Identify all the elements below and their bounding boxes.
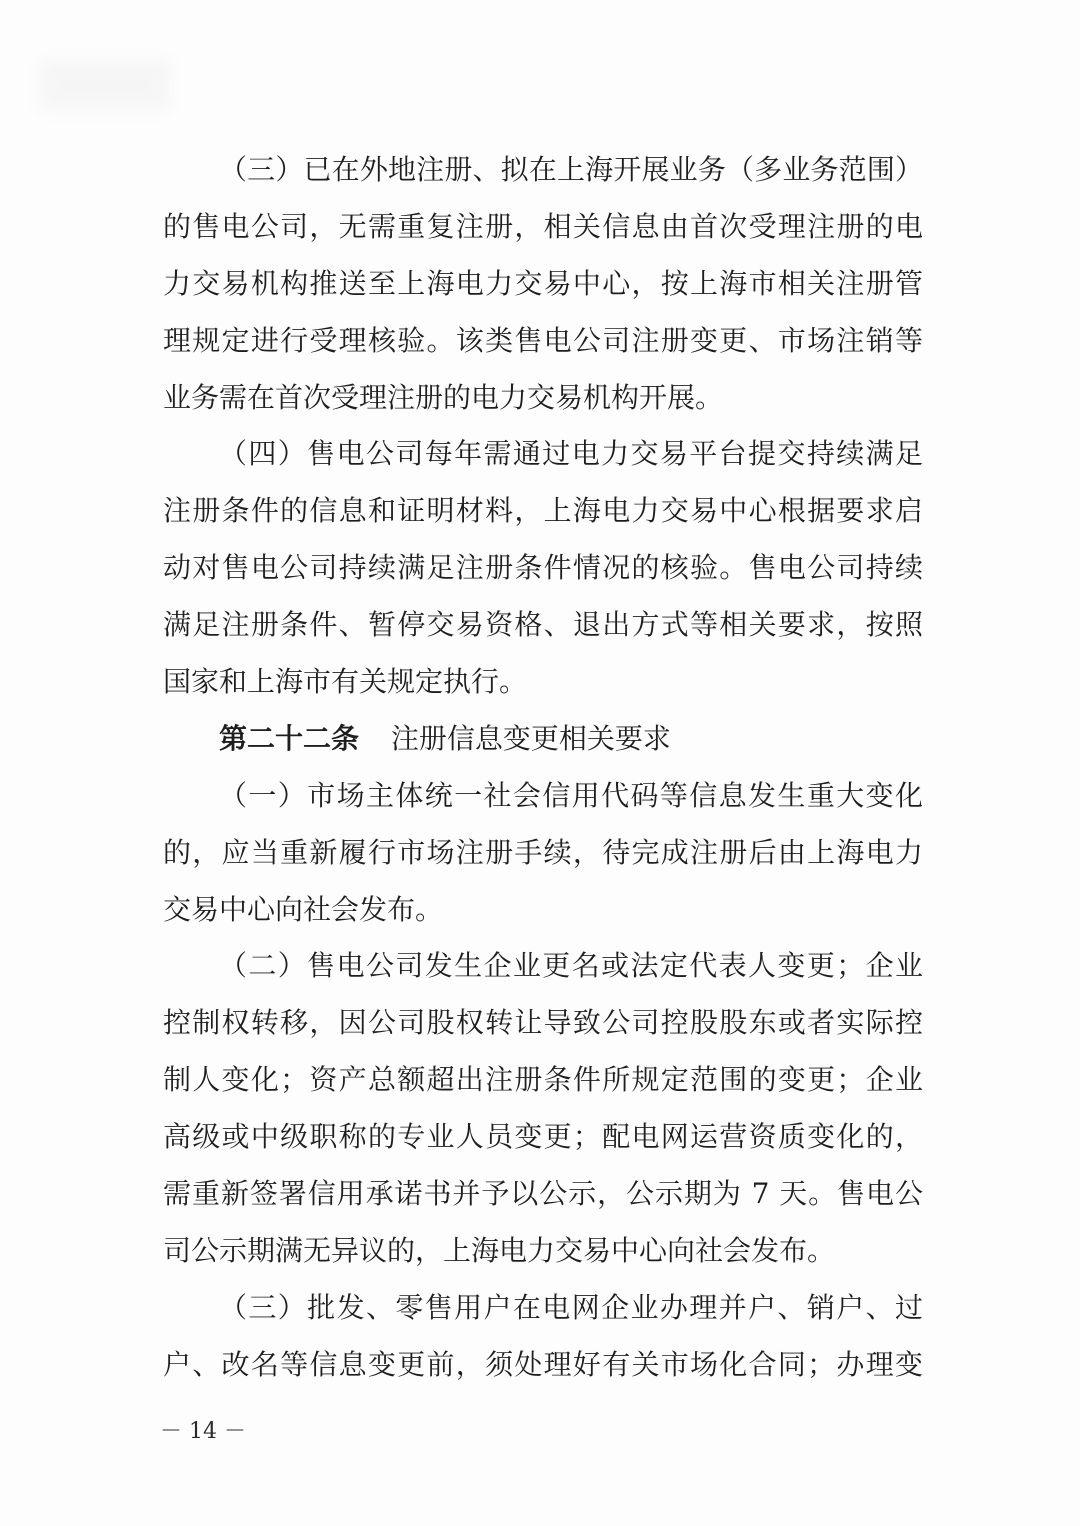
text-line: 控制权转移，因公司股权转让导致公司控股股东或者实际控 (163, 1006, 923, 1040)
text-line: 交易中心向社会发布。 (163, 892, 444, 926)
text-line: 的售电公司，无需重复注册，相关信息由首次受理注册的电 (163, 209, 923, 243)
document-body (163, 142, 923, 1394)
scan-smudge (40, 60, 170, 110)
text-line: （三）批发、零售用户在电网企业办理并户、销户、过 (219, 1290, 923, 1324)
text-line: 业务需在首次受理注册的电力交易机构开展。 (163, 380, 724, 414)
text-line: （一）市场主体统一社会信用代码等信息发生重大变化 (219, 778, 923, 812)
text-line: 的，应当重新履行市场注册手续，待完成注册后由上海电力 (163, 835, 923, 869)
text-line: （二）售电公司发生企业更名或法定代表人变更；企业 (219, 949, 923, 983)
page-number: － 14 － (160, 1419, 246, 1444)
text-line: 制人变化；资产总额超出注册条件所规定范围的变更；企业 (163, 1063, 923, 1097)
text-line: 满足注册条件、暂停交易资格、退出方式等相关要求，按照 (163, 608, 923, 642)
article-label: 第二十二条 (219, 721, 360, 755)
text-line: 注册条件的信息和证明材料，上海电力交易中心根据要求启 (163, 494, 923, 528)
text-line: 司公示期满无异议的，上海电力交易中心向社会发布。 (163, 1233, 836, 1267)
text-line: 国家和上海市有关规定执行。 (163, 665, 528, 699)
text-line: （三）已在外地注册、拟在上海开展业务（多业务范围） (219, 153, 923, 186)
article-heading (163, 711, 923, 768)
text-line: 高级或中级职称的专业人员变更；配电网运营资质变化的， (163, 1120, 923, 1154)
paragraph-block-2 (163, 768, 923, 1394)
text-line: 户、改名等信息变更前，须处理好有关市场化合同；办理变 (163, 1347, 923, 1381)
text-line: （四）售电公司每年需通过电力交易平台提交持续满足 (219, 437, 923, 471)
text-line: 需重新签署信用承诺书并予以公示，公示期为 7 天。售电公 (163, 1177, 923, 1211)
text-line: 动对售电公司持续满足注册条件情况的核验。售电公司持续 (163, 551, 923, 585)
paragraph-block-1 (163, 142, 923, 711)
article-title: 注册信息变更相关要求 (390, 721, 671, 755)
text-line: 理规定进行受理核验。该类售电公司注册变更、市场注销等 (163, 323, 923, 357)
text-line: 力交易机构推送至上海电力交易中心，按上海市相关注册管 (163, 266, 923, 300)
